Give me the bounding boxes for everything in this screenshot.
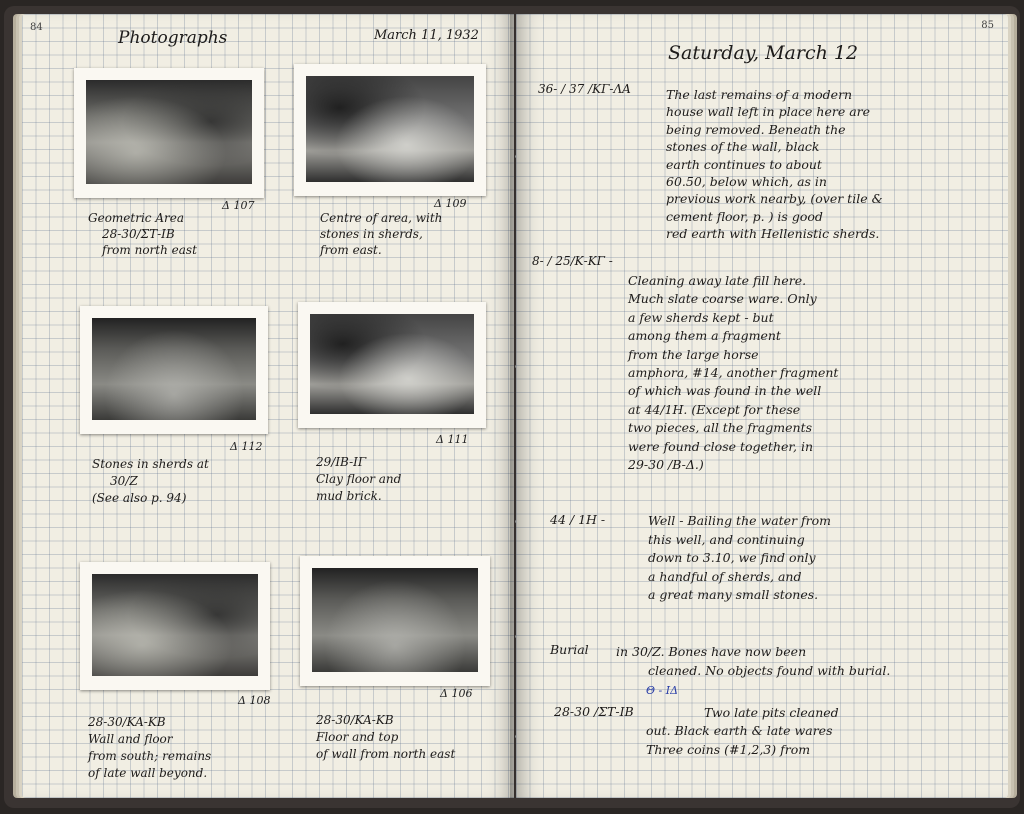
page-heading: Saturday, March 12 bbox=[668, 42, 859, 64]
entry-ref: 8- / 25/Κ-ΚΓ - bbox=[532, 254, 613, 268]
photo-caption: Geometric Area 28-30/ΣΤ-ΙΒ from north east bbox=[88, 211, 197, 257]
photo-image bbox=[312, 568, 478, 672]
photo-caption: Stones in sherds at 30/Z (See also p. 94) bbox=[92, 457, 209, 505]
entry-text: in 30/Z. Bones have now been cleaned. No objects found with burial. bbox=[616, 644, 891, 678]
entry-text: Two late pits cleaned bbox=[704, 705, 839, 720]
photo-number: Δ 112 bbox=[230, 440, 263, 453]
entry-ref: Burial bbox=[550, 642, 589, 657]
entry-text: The last remains of a modern house wall left in place here are being removed. Beneath the stones of the wall, black earth continues to about 60.50, below which, as in previous work nearby, (over tile & cement floor, p. ) is good red earth with Hellenistic sherds. bbox=[666, 87, 883, 242]
photo-4 bbox=[298, 302, 486, 428]
entry-ref: 28-30 /ΣΤ-ΙΒ bbox=[554, 704, 634, 719]
entry-text: Cleaning away late fill here. Much slate coarse ware. Only a few sherds kept - but among them a fragment from the large horse amphora, #14, another fragment of which was found in the well at 44/1H. (Except for these two pieces, all the fragments were found close together, in 29-30 /B-Δ.) bbox=[628, 273, 839, 473]
photo-caption: Centre of area, with stones in sherds, from east. bbox=[320, 211, 443, 257]
photo-caption: 29/IB-IΓ Clay floor and mud brick. bbox=[316, 455, 402, 503]
photo-caption: 28-30/KA-KB Wall and floor from south; remains of late wall beyond. bbox=[88, 715, 212, 780]
photo-caption: 28-30/KA-KB Floor and top of wall from north east bbox=[316, 713, 456, 761]
photo-number: Δ 108 bbox=[238, 694, 271, 707]
right-page bbox=[516, 14, 1008, 798]
photo-number: Δ 106 bbox=[440, 687, 473, 700]
photo-image bbox=[92, 318, 256, 420]
photo-image bbox=[92, 574, 258, 676]
photo-3 bbox=[80, 306, 268, 434]
page-date: March 11, 1932 bbox=[374, 28, 479, 43]
left-page bbox=[22, 14, 514, 798]
entry-text: Well - Bailing the water from this well, and continuing down to 3.10, we find only a handful of sherds, and a great many small stones. bbox=[648, 513, 831, 602]
page-number: 84 bbox=[30, 22, 43, 33]
photo-1 bbox=[74, 68, 264, 198]
entry-annotation: Θ - ΙΔ bbox=[646, 684, 679, 697]
photo-image bbox=[310, 314, 474, 414]
photo-2 bbox=[294, 64, 486, 196]
photo-image bbox=[306, 76, 474, 182]
photo-number: Δ 111 bbox=[436, 433, 469, 446]
photo-6 bbox=[300, 556, 490, 686]
entry-text: out. Black earth & late wares Three coins (#1,2,3) from bbox=[646, 723, 833, 757]
page-title: Photographs bbox=[118, 28, 228, 48]
entry-ref: 36- / 37 /ΚΓ-ΛΑ bbox=[538, 82, 631, 96]
page-number: 85 bbox=[981, 20, 994, 31]
photo-number: Δ 107 bbox=[222, 199, 255, 212]
photo-image bbox=[86, 80, 252, 184]
entry-ref: 44 / 1H - bbox=[550, 512, 606, 527]
photo-5 bbox=[80, 562, 270, 690]
photo-number: Δ 109 bbox=[434, 197, 467, 210]
